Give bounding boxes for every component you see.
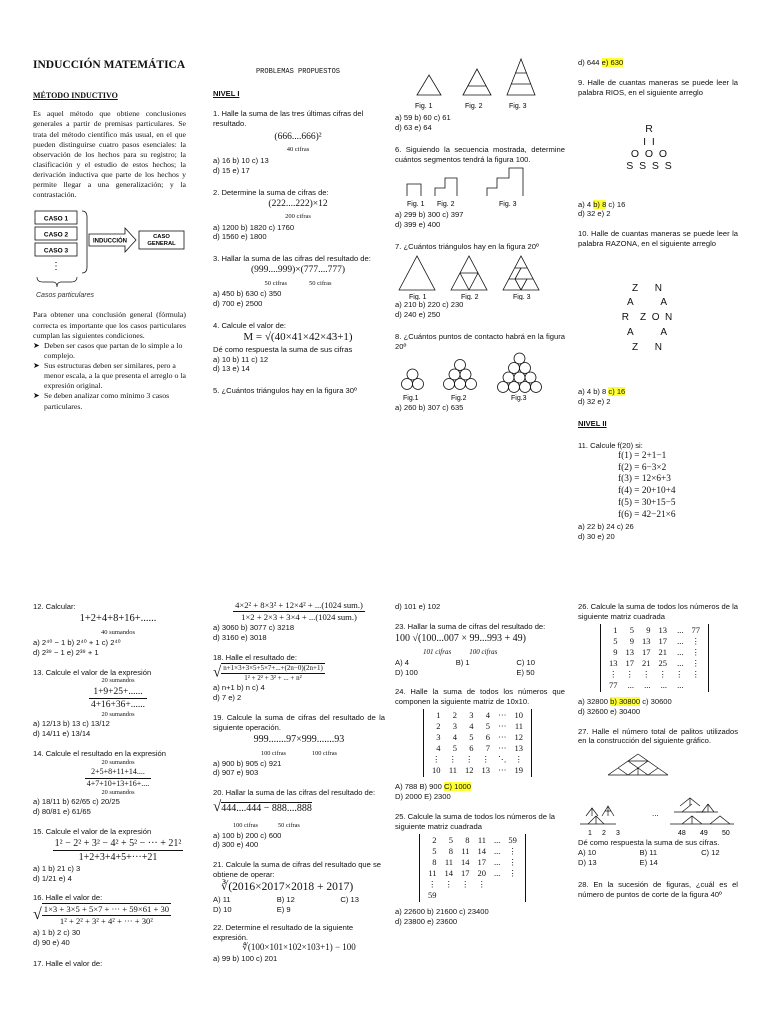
matrix-cell: ⋮ <box>691 646 700 657</box>
q15-answers-1: a) 1 b) 21 c) 3 <box>33 863 81 873</box>
q20-answers-1: a) 100 b) 200 c) 600 <box>213 830 282 840</box>
matrix-cell: 17 <box>625 657 634 668</box>
matrix-cell: 14 <box>477 845 486 856</box>
bullet-arrow-icon: ➤ <box>33 391 40 401</box>
question-16: 16. Halle el valor de: <box>33 893 103 903</box>
matrix-cell: 13 <box>625 646 634 657</box>
matrix-row <box>428 754 527 765</box>
q26-matrix <box>600 624 709 692</box>
level-heading: NIVEL I <box>213 89 240 99</box>
q24-matrix <box>423 709 532 777</box>
q4-note: Dé como respuesta la suma de sus cifras <box>213 344 353 354</box>
highlighted-answer: C) 1000 <box>443 782 471 792</box>
matrix-row <box>428 732 527 743</box>
matrix-cell: ... <box>627 679 634 690</box>
q2-answers-1: a) 1200 b) 1820 c) 1760 <box>213 222 295 232</box>
q3-answers-2: d) 700 e) 2500 <box>213 298 263 308</box>
question-17: 17. Halle el valor de: <box>33 959 103 969</box>
matrix-cell: ⋮ <box>444 878 453 889</box>
q7-answers-2: d) 240 e) 250 <box>395 309 441 319</box>
matrix-cell: ⋮ <box>508 845 517 856</box>
fig-label-1: Fig. 1 <box>415 103 433 110</box>
matrix-row <box>424 857 521 868</box>
matrix-cell: ⋮ <box>691 635 700 646</box>
question-3: 3. Hallar la suma de las cifras del resultado de: <box>213 254 371 264</box>
question-27: 27. Halle el número total de palitos utilizados en la construcción del siguiente gráfico. <box>578 726 738 746</box>
question-2: 2. Determine la suma de cifras de: <box>213 188 329 198</box>
matrix-cell: 5 <box>448 834 453 845</box>
bullet-arrow-icon: ➤ <box>33 361 40 371</box>
matrix-cell: 13 <box>609 657 618 668</box>
q6-answers-1: a) 299 b) 300 c) 397 <box>395 210 464 220</box>
q11-answers-1: a) 22 b) 24 c) 26 <box>578 521 634 531</box>
intro-column <box>33 58 186 412</box>
question-20: 20. Hallar la suma de las cifras del resultado de: <box>213 788 376 798</box>
matrix-cell: 17 <box>658 635 667 646</box>
matrix-cell: ⋮ <box>448 754 457 765</box>
question-6: 6. Siguiendo la secuencia mostrada, determine cuántos segmentos tendrá la figura 100. <box>395 144 565 164</box>
q1-answers-1: a) 16 b) 10 c) 13 <box>213 156 269 166</box>
matrix-cell: 5 <box>629 624 634 635</box>
matrix-row <box>424 879 521 890</box>
matrix-cell: ··· <box>498 721 507 732</box>
fig-label-3: Fig. 3 <box>509 103 527 110</box>
matrix-row <box>428 710 527 721</box>
q5-answers-1: a) 59 b) 60 c) 61 <box>395 113 451 122</box>
matrix-cell: ⋮ <box>658 668 667 679</box>
q27-dots: ... <box>652 809 659 819</box>
question-26: 26. Calcule la suma de todos los números de la siguiente matriz cuadrada <box>578 602 738 621</box>
problems-column-3 <box>578 58 738 542</box>
q18-answers-2: d) 7 e) 2 <box>213 692 242 702</box>
matrix-cell: ... <box>677 657 684 668</box>
q17-answers-2: d) 3160 e) 3018 <box>213 633 267 643</box>
q13-answers-2: d) 14/11 e) 13/14 <box>33 729 91 739</box>
conditions-list <box>33 341 186 412</box>
q26-answers-1: a) 32800 b) 30800 c) 30600 <box>578 696 672 706</box>
case-label-3: CASO 3 <box>43 247 69 255</box>
matrix-cell <box>504 879 521 890</box>
cases-bracket <box>82 211 87 273</box>
q25-answers-2: d) 23800 e) 23600 <box>395 916 458 926</box>
matrix-cell: 8 <box>432 856 437 867</box>
matrix-cell: 77 <box>609 679 618 690</box>
matrix-cell <box>441 890 458 901</box>
matrix-row <box>428 721 527 732</box>
q26-answers-2: d) 32600 e) 30400 <box>578 706 641 716</box>
matrix-cell: 11 <box>444 856 453 867</box>
q3-answers-1: a) 450 b) 630 c) 350 <box>213 288 282 298</box>
q12-answers-1: a) 2⁴⁰ − 1 b) 2⁴⁰ + 1 c) 2⁴⁰ <box>33 637 121 647</box>
q4-answers-2: d) 13 e) 14 <box>213 364 250 374</box>
matrix-cell: ⋮ <box>432 754 441 765</box>
q21-options: A) 11 B) 12 C) 13 D) 10 E) 9 <box>213 895 359 914</box>
matrix-cell: 12 <box>465 765 474 776</box>
fig-label-2: Fig. 2 <box>461 294 479 301</box>
question-1: 1. Halle la suma de las tres últimas cifras del resultado. <box>213 108 364 128</box>
matrix-cell: 59 <box>508 834 517 845</box>
q8-answers-2: d) 644 e) 630 <box>578 58 624 67</box>
q12-answers-2: d) 2³⁹ − 1 e) 2³⁹ + 1 <box>33 647 99 657</box>
matrix-cell: 13 <box>514 743 523 754</box>
q22-answers-1: a) 99 b) 100 c) 201 <box>213 954 278 964</box>
matrix-cell: 4 <box>452 732 457 743</box>
highlighted-answer: c) 16 <box>608 387 626 397</box>
matrix-cell: ··· <box>498 710 507 721</box>
matrix-row <box>605 658 704 669</box>
matrix-cell: 1 <box>436 710 441 721</box>
highlighted-answer: b) 30800 <box>610 696 641 706</box>
q12-expression: 1+2+4+8+16+...... 40 sumandos <box>79 612 157 636</box>
matrix-cell: ... <box>494 845 501 856</box>
matrix-cell: ⋮ <box>642 668 651 679</box>
step-sequence-figure <box>395 164 565 210</box>
matrix-row <box>424 846 521 857</box>
problems-column-5 <box>213 600 385 964</box>
induction-diagram <box>33 207 186 302</box>
matrix-cell: 2 <box>452 710 457 721</box>
rios-arrangement: R I I O O O S S S S <box>626 123 672 173</box>
fig8-label-3: Fig.3 <box>511 395 527 403</box>
induction-label: INDUCCIÓN <box>93 238 127 245</box>
q9-answers-2: d) 32 e) 2 <box>578 209 611 219</box>
question-22: 22. Determine el resultado de la siguiente expresión. <box>213 922 354 942</box>
q24-answers-1: A) 788 B) 900 C) 1000 <box>395 782 471 792</box>
matrix-row <box>424 890 521 901</box>
q10-answers-1: a) 4 b) 8 c) 16 <box>578 387 626 397</box>
q27-options: A) 10 B) 11 C) 12 D) 13 E) 14 <box>578 848 720 868</box>
question-4: 4. Calcule el valor de: <box>213 320 287 330</box>
matrix-cell: ... <box>494 834 501 845</box>
matrix-cell: 25 <box>658 657 667 668</box>
matrix-cell: 5 <box>432 845 437 856</box>
matrix-cell <box>474 890 491 901</box>
q16-answers-1: a) 1 b) 2 c) 30 <box>33 927 81 937</box>
question-21: 21. Calcule la suma de cifras del resultado que se obtiene de operar: <box>213 860 382 880</box>
q7-answers-1: a) 210 b) 220 c) 230 <box>395 300 464 310</box>
question-25: 25. Calcule la suma de todos los números de la siguiente matriz cuadrada <box>395 812 555 831</box>
fig-label: 1 <box>588 830 592 838</box>
q18-answers-1: a) n+1 b) n c) 4 <box>213 683 265 693</box>
q2-expression: (222....222)×12 200 cifras <box>268 198 328 221</box>
matrix-row <box>605 680 704 691</box>
fig-label-1: Fig. 1 <box>407 201 425 209</box>
matrix-cell: 3 <box>436 732 441 743</box>
q14-expression: 20 sumandos $\frac{2+5+8+11+14....}{4+7+10+13+16+....}$ 20 sumandos <box>86 759 150 796</box>
matrix-cell: ⋮ <box>428 878 437 889</box>
matrix-cell: ... <box>677 679 684 690</box>
matrix-row <box>605 636 704 647</box>
matrix-cell: 12 <box>514 732 523 743</box>
q15-expression: $\frac{\text{1² − 2² + 3² − 4² + 5² − ··· + 21²}}{1+2+3+4+5+\cdot\cdot\cdot+21}$ <box>54 837 182 863</box>
fig8-label-2: Fig.2 <box>451 395 467 403</box>
triangle-sequence-figure <box>395 55 565 113</box>
question-13: 13. Calcule el valor de la expresión <box>33 667 152 677</box>
q14-answers-2: d) 80/81 e) 61/65 <box>33 807 91 817</box>
fig-label-2: Fig. 2 <box>465 103 483 110</box>
matrix-cell: 17 <box>477 856 486 867</box>
matrix-cell: 4 <box>436 743 441 754</box>
q17-answers-1: a) 3060 b) 3077 c) 3218 <box>213 623 295 633</box>
q23-expression: 100 √(100...007 × 99...993 + 49) 101 cifras 100 cifras <box>395 632 526 656</box>
problems-heading: PROBLEMAS PROPUESTOS <box>255 68 340 76</box>
matrix-cell: ⋮ <box>477 878 486 889</box>
matrix-cell: ··· <box>498 765 507 776</box>
fig-label-1: Fig. 1 <box>409 294 427 301</box>
q21-expression: ∛(2016×2017×2018 + 2017) <box>221 881 354 894</box>
matrix-cell: ⋮ <box>675 668 684 679</box>
matrix-cell <box>490 890 504 901</box>
list-item: ➤ Deben ser casos que partan de lo simple a lo complejo. <box>33 340 183 360</box>
question-7: 7. ¿Cuántos triángulos hay en la figura 20º <box>395 242 539 252</box>
question-28: 28. En la sucesión de figuras, ¿cuál es el número de puntos de corte de la figura 40º <box>578 879 738 899</box>
matrix-cell: ⋮ <box>508 867 517 878</box>
matrix-cell: 2 <box>436 721 441 732</box>
problems-column-4 <box>33 602 203 969</box>
fig-label: 48 <box>678 830 686 838</box>
matrix-cell: 5 <box>613 635 618 646</box>
matrix-cell: 5 <box>452 743 457 754</box>
question-19: 19. Calcule la suma de cifras del resultado de la siguiente operación. <box>213 712 385 732</box>
q4-answers-1: a) 10 b) 11 c) 12 <box>213 354 269 364</box>
q22-expression: ∜(100×101×102×103+1) − 100 <box>242 942 356 953</box>
question-9: 9. Halle de cuantas maneras se puede leer la palabra RIOS, en el siguiente arreglo <box>578 77 738 97</box>
matrix-cell: ⋮ <box>625 668 634 679</box>
particular-cases-brace <box>37 277 77 287</box>
q16-expression: √ $\frac{1\times 3 + 3\times 5 + 5\times 7 + \cdot\cdot\cdot + 59\times 61 + 30}{\text{1² + 2² + 3² + 4² + ··· + 30²}}$ <box>33 904 170 927</box>
highlighted-answer: b) 8 <box>593 199 607 209</box>
question-10: 10. Halle de cuantas maneras se puede leer la palabra RAZONA, en el siguiente arreglo <box>578 229 738 249</box>
matrix-cell: 19 <box>514 765 523 776</box>
q22-answers-2: d) 101 e) 102 <box>395 602 441 611</box>
q1-expression: (666....666)² 40 cifras <box>274 131 322 154</box>
matrix-cell: 2 <box>432 834 437 845</box>
matrix-cell: ⋮ <box>609 668 618 679</box>
case-label-1: CASO 1 <box>43 215 69 223</box>
problems-column-6 <box>395 602 565 927</box>
fig-label-3: Fig. 3 <box>513 294 531 301</box>
matrix-cell: 11 <box>448 765 457 776</box>
q8-answers-1: a) 260 b) 307 c) 635 <box>395 403 464 413</box>
q15-answers-2: d) 1/21 e) 4 <box>33 873 72 883</box>
matrix-cell: 5 <box>469 732 474 743</box>
level-2-heading: NIVEL II <box>578 418 607 428</box>
matrix-cell <box>490 879 504 890</box>
razona-arrangement: Z N A A R Z O N A A Z N <box>621 282 673 353</box>
q20-expression: √444....444 − 888....888 100 cifras 50 cifras <box>213 799 312 829</box>
section-subtitle: MÉTODO INDUCTIVO <box>33 90 118 100</box>
q27-note: Dé como respuesta la suma de sus cifras. <box>578 838 720 848</box>
matrix-cell: 13 <box>642 635 651 646</box>
question-11: 11. Calcule f(20) si: <box>578 440 643 450</box>
q11-function-table: f(1) = 2+1−1 f(2) = 6−3×2 f(3) = 12×6+3 f(4) = 20+10+4 f(5) = 30+15−5 f(6) = 42−21×6 <box>618 450 676 521</box>
q18-expression: √ $\frac{n+1\times 3+3\times 5+5\times 7+...+(2n-0)(2n+1)}{\text{1² + 2² + 3² + ... + n²}}$ <box>213 663 323 683</box>
q13-expression: 20 sumandos $\frac{1+9+25+......}{4+16+36+......}$ 20 sumandos <box>90 677 146 719</box>
matrix-cell: 8 <box>448 845 453 856</box>
matrix-cell: 17 <box>461 867 470 878</box>
question-15: 15. Calcule el valor de la expresión <box>33 826 152 836</box>
matrix-cell: 6 <box>469 743 474 754</box>
matrix-cell: 59 <box>428 889 437 900</box>
matrix-cell: ... <box>644 679 651 690</box>
matrix-cell: ... <box>677 635 684 646</box>
q3-expression: (999....999)×(777....777) 50 cifras 50 cifras <box>250 265 345 287</box>
matrix-cell: 14 <box>461 856 470 867</box>
q24-answers-2: D) 2000 E) 2300 <box>395 792 451 802</box>
q6-answers-2: d) 399 e) 400 <box>395 220 441 230</box>
q5-answers-2: d) 63 e) 64 <box>395 122 432 132</box>
fig-label: 2 <box>602 830 606 838</box>
matrix-cell: ... <box>494 867 501 878</box>
q14-answers-1: a) 18/11 b) 62/65 c) 20/25 <box>33 797 120 807</box>
conditions-paragraph: Para obtener una conclusión general (fórmula) correcta es importante que los casos particulares cumplan las siguientes condiciones. <box>33 310 186 340</box>
q25-matrix <box>419 834 526 902</box>
matrix-cell: 11 <box>428 867 437 878</box>
triangles-count-figure <box>395 252 565 300</box>
q19-answers-1: a) 900 b) 905 c) 921 <box>213 758 282 768</box>
matrix-cell: 17 <box>642 646 651 657</box>
question-12: 12. Calcular: <box>33 602 76 611</box>
matrix-row <box>424 868 521 879</box>
matrix-row <box>605 669 704 680</box>
matrix-cell: 7 <box>485 743 490 754</box>
q10-answers-2: d) 32 e) 2 <box>578 397 611 407</box>
matrix-cell: 6 <box>485 732 490 743</box>
q25-answers-1: a) 22600 b) 21600 c) 23400 <box>395 906 489 916</box>
matrix-cell: 21 <box>642 657 651 668</box>
matrix-cell: 3 <box>452 721 457 732</box>
matrix-cell: ⋮ <box>461 878 470 889</box>
question-24: 24. Halle la suma de todos los números que componen la siguiente matriz de 10x10. <box>395 687 565 707</box>
matrix-cell: ⋱ <box>498 754 507 765</box>
matrix-cell: ... <box>660 679 667 690</box>
matrix-cell: 3 <box>469 710 474 721</box>
question-14: 14. Calcule el resultado en la expresión <box>33 749 166 759</box>
matrix-cell: 9 <box>629 635 634 646</box>
matrix-cell <box>504 890 521 901</box>
highlighted-answer: e) 630 <box>601 58 624 67</box>
matrix-cell: 10 <box>514 710 523 721</box>
fig-label-3: Fig. 3 <box>499 201 517 209</box>
matrix-cell: ... <box>677 624 684 635</box>
q19-expression: 999.......97×999.......93 100 cifras 100 cifras <box>253 733 345 757</box>
q23-options: A) 4 B) 1 C) 10 D) 100 E) 50 <box>395 657 535 677</box>
fig-label-2: Fig. 2 <box>437 201 455 209</box>
matrix-cell: 5 <box>485 721 490 732</box>
case-label-2: CASO 2 <box>43 231 69 239</box>
matrix-cell: ⋮ <box>508 856 517 867</box>
matrix-cell: 13 <box>658 624 667 635</box>
general-case-label: CASO GENERAL <box>147 234 176 248</box>
matrix-cell: ··· <box>498 732 507 743</box>
problems-column-2 <box>395 55 565 413</box>
matrix-cell: 4 <box>485 710 490 721</box>
case-dots: ⋮ <box>51 261 61 273</box>
q19-answers-2: d) 907 e) 903 <box>213 768 259 778</box>
matrix-cell <box>688 680 705 691</box>
q16-answers-2: d) 90 e) 40 <box>33 937 70 947</box>
matrix-row <box>428 743 527 754</box>
matrix-cell: 14 <box>444 867 453 878</box>
q20-answers-2: d) 300 e) 400 <box>213 840 259 850</box>
problems-column-1 <box>213 68 383 396</box>
question-5: 5. ¿Cuántos triángulos hay en la figura 30º <box>213 386 357 396</box>
matrix-cell: 20 <box>477 867 486 878</box>
matchstick-figure <box>578 746 738 838</box>
page-title: INDUCCIÓN MATEMÁTICA <box>33 59 186 71</box>
matrix-cell: 1 <box>613 624 618 635</box>
matrix-cell: ... <box>494 856 501 867</box>
q9-answers-1: a) 4 b) 8 c) 16 <box>578 199 626 209</box>
matrix-cell: 13 <box>481 765 490 776</box>
matrix-cell: ⋮ <box>465 754 474 765</box>
matrix-row <box>424 835 521 846</box>
matrix-cell: 8 <box>465 834 470 845</box>
matrix-cell: 77 <box>691 624 700 635</box>
matrix-cell: 21 <box>658 646 667 657</box>
matrix-cell: 11 <box>461 845 470 856</box>
q1-answers-2: d) 15 e) 17 <box>213 166 250 176</box>
q4-expression: M = √(40×41×42×43+1) <box>243 331 353 344</box>
fig-label: 49 <box>700 830 708 838</box>
matrix-cell: ⋮ <box>481 754 490 765</box>
matrix-cell: ⋮ <box>514 754 523 765</box>
matrix-cell: ... <box>677 646 684 657</box>
matrix-cell: ⋮ <box>691 668 700 679</box>
matrix-cell: 9 <box>613 646 618 657</box>
list-item: ➤ Se deben analizar como mínimo 3 casos particulares. <box>33 391 170 411</box>
matrix-cell: 10 <box>432 765 441 776</box>
matrix-cell: 11 <box>477 834 486 845</box>
matrix-row <box>428 765 527 776</box>
question-18: 18. Halle el resultado de: <box>213 653 298 663</box>
matrix-cell <box>457 890 474 901</box>
question-23: 23. Hallar la suma de cifras del resultado de: <box>395 621 546 631</box>
matrix-cell: ··· <box>498 743 507 754</box>
question-8: 8. ¿Cuántos puntos de contacto habrá en la figura 20º <box>395 331 565 351</box>
problems-column-7 <box>578 602 738 900</box>
q17-expression: $\frac{\text{4×2² + 8×3² + 12×4² + ...(1024 sum.)}}{\text{1×2 + 2×3 + 3×4 + ...(1024 sum.)}}$ <box>235 600 363 623</box>
bullet-arrow-icon: ➤ <box>33 340 40 350</box>
list-item: ➤ Sus estructuras deben ser similares, pero a menor escala, a la que presenta el arreglo o la expresión original. <box>33 361 187 391</box>
q11-answers-2: d) 30 e) 20 <box>578 531 615 541</box>
matrix-cell: 9 <box>646 624 651 635</box>
diagram-caption: Casos particulares <box>36 292 94 300</box>
q2-answers-2: d) 1560 e) 1800 <box>213 232 267 242</box>
intro-paragraph: Es aquel método que obtiene conclusiones generales a partir de premisas particulares. Se trata del método científico más usual, en el que pueden distinguirse cuatro pasos esenciales: la observación de los hechos para su registro; la clasificación y el estudio de estos hechos; la derivación inductiva que parte de los hechos y permite llegar a una generalización; y la contrastación. <box>33 109 186 200</box>
matrix-cell: 11 <box>514 721 523 732</box>
q13-answers-1: a) 12/13 b) 13 c) 13/12 <box>33 719 110 729</box>
matrix-row <box>605 625 704 636</box>
matrix-row <box>605 647 704 658</box>
fig8-label-1: Fig.1 <box>403 395 419 403</box>
matrix-cell: 4 <box>469 721 474 732</box>
fig-label: 3 <box>616 830 620 838</box>
matrix-cell: ⋮ <box>691 657 700 668</box>
fig-label: 50 <box>722 830 730 838</box>
circles-contact-figure <box>395 351 565 403</box>
